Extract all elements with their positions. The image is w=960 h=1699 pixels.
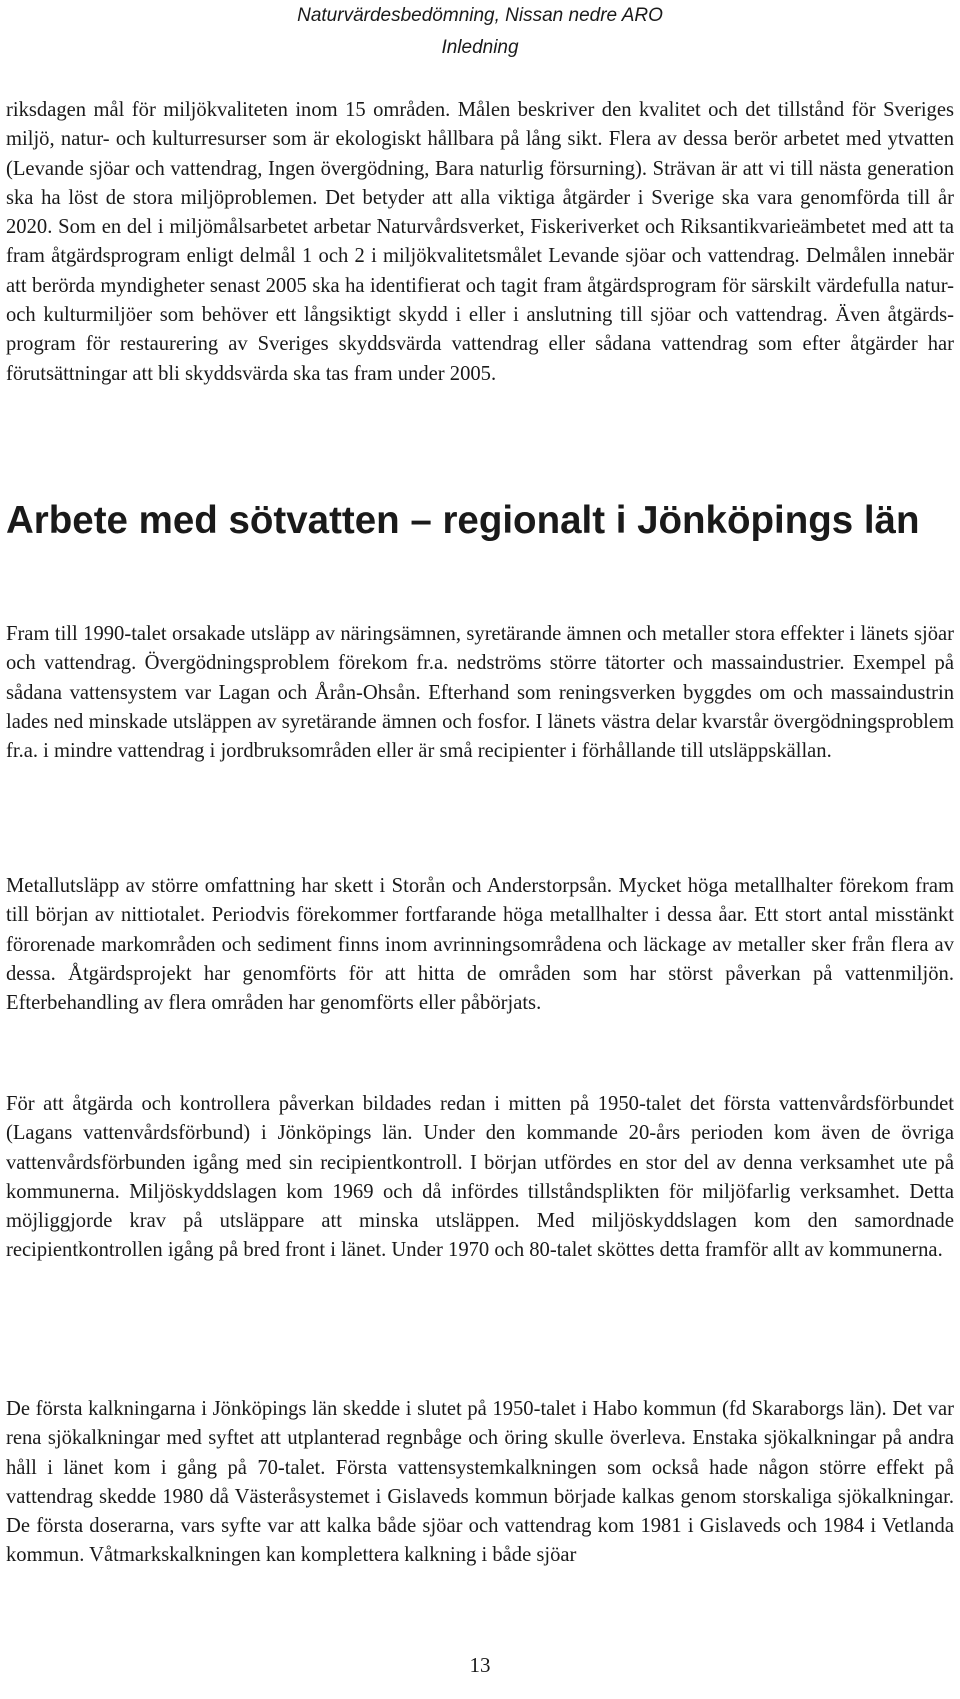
paragraph-kalkning: De första kalkningarna i Jönköpings län skedde i slutet på 1950-talet i Habo kommun (fd Skaraborgs län). Det var rena sjökalkningar med syftet att utplanterad regnbåge och öring skulle överleva. Enstaka sjökalkningar på andra håll i länet kom i gång på 70-talet. Första vattensystemkalkningen som också hade någon större effekt på vattendrag skedde 1980 då Västeråsystemet i Gislaveds kommun började kalkas genom storskaliga sjökalkningar. De första doserarna, vars syfte var att kalka både sjöar och vattendrag kom 1981 i Gislaveds och 1984 i Vetlanda kommun. Våtmarkskalkningen kan komplettera kalkning i både sjöar [6, 1398, 954, 1567]
paragraph-miljomal: riksdagen mål för miljökvaliteten inom 15 områden. Målen beskriver den kvalitet och det tillstånd för Sveriges miljö, natur- och kulturresurser som är ekologiskt hållbara på lång sikt. Flera av dessa berör arbetet med ytvatten (Levande sjöar och vattendrag, Ingen övergödning, Bara naturlig försurning). Strävan är att vi till nästa generation ska ha löst de stora miljöproblemen. Det betyder att alla viktiga åtgärder i Sverige ska vara genomförda till år 2020. Som en del i miljömålsarbetet arbetar Naturvårdsverket, Fiskeriverket och Riksantikvarieämbetet med att ta fram åtgärdsprogram enligt delmål 1 och 2 i miljökvalitetsmålet Levande sjöar och vattendrag. Delmålen innebär att berörda myndigheter senast 2005 ska ha identifierat och tagit fram åtgärdsprogram för särskilt värdefulla natur- och kulturmiljöer som behöver ett långsiktigt skydd i eller i anslutning till sjöar och vattendrag. Även åtgärdsprogram för restaurering av Sveriges skyddsvärda vattendrag eller sådana vattendrag som efter åtgärder har förutsättningar att bli skyddsvärda ska tas fram under 2005. [6, 99, 954, 385]
paragraph-metaller: Metallutsläpp av större omfattning har skett i Storån och Anderstorpsån. Mycket höga metallhalter förekom fram till början av nittiotalet. Periodvis förekommer fortfarande höga metallhalter i dessa åar. Ett stort antal misstänkt förorenade markområden och sediment finns inom avrinningsområdena och läckage av metaller sker från flera av dessa. Åtgärdsprojekt har genomförts för att hitta de områden som har störst påverkan på vattenmiljön. Efterbehandling av flera områden har genomförts eller påbörjats. [6, 875, 954, 1015]
paragraph-vattenvardsforbund: För att åtgärda och kontrollera påverkan bildades redan i mitten på 1950-talet det första vattenvårdsförbundet (Lagans vattenvårdsförbund) i Jönköpings län. Under den kommande 20-års perioden kom även de övriga vattenvårdsförbunden igång med sin recipientkontroll. I början utfördes en stor del av denna verksamhet ute på kommunerna. Miljöskyddslagen kom 1969 och då infördes tillståndsplikten för miljöfarlig verksamhet. Detta möjliggjorde krav på utsläppare att minska utsläppen. Med miljöskyddslagen kom den samordnade recipientkontrollen igång på bred front i länet. Under 1970 och 80-talet sköttes detta framför allt av kommunerna. [6, 1093, 954, 1262]
section-heading: Arbete med sötvatten – regionalt i Jönköpings län [6, 499, 920, 542]
paragraph-utslapp: Fram till 1990-talet orsakade utsläpp av näringsämnen, syretärande ämnen och metaller stora effekter i länets sjöar och vattendrag. Övergödningsproblem förekom fr.a. nedströms större tätorter och massaindustrier. Exempel på sådana vattensystem var Lagan och Årån-Ohsån. Efterhand som reningsverken byggdes om och massaindustrin lades ned minskade utsläppen av syretärande ämnen och fosfor. I länets västra delar kvarstår övergödningsproblem fr.a. i mindre vattendrag i jordbruksområden eller är små recipienter i förhållande till utsläppskällan. [6, 623, 954, 763]
page-number: 13 [469, 1653, 491, 1677]
header-title: Naturvärdesbedömning, Nissan nedre ARO [297, 5, 663, 26]
header-section: Inledning [441, 37, 519, 58]
